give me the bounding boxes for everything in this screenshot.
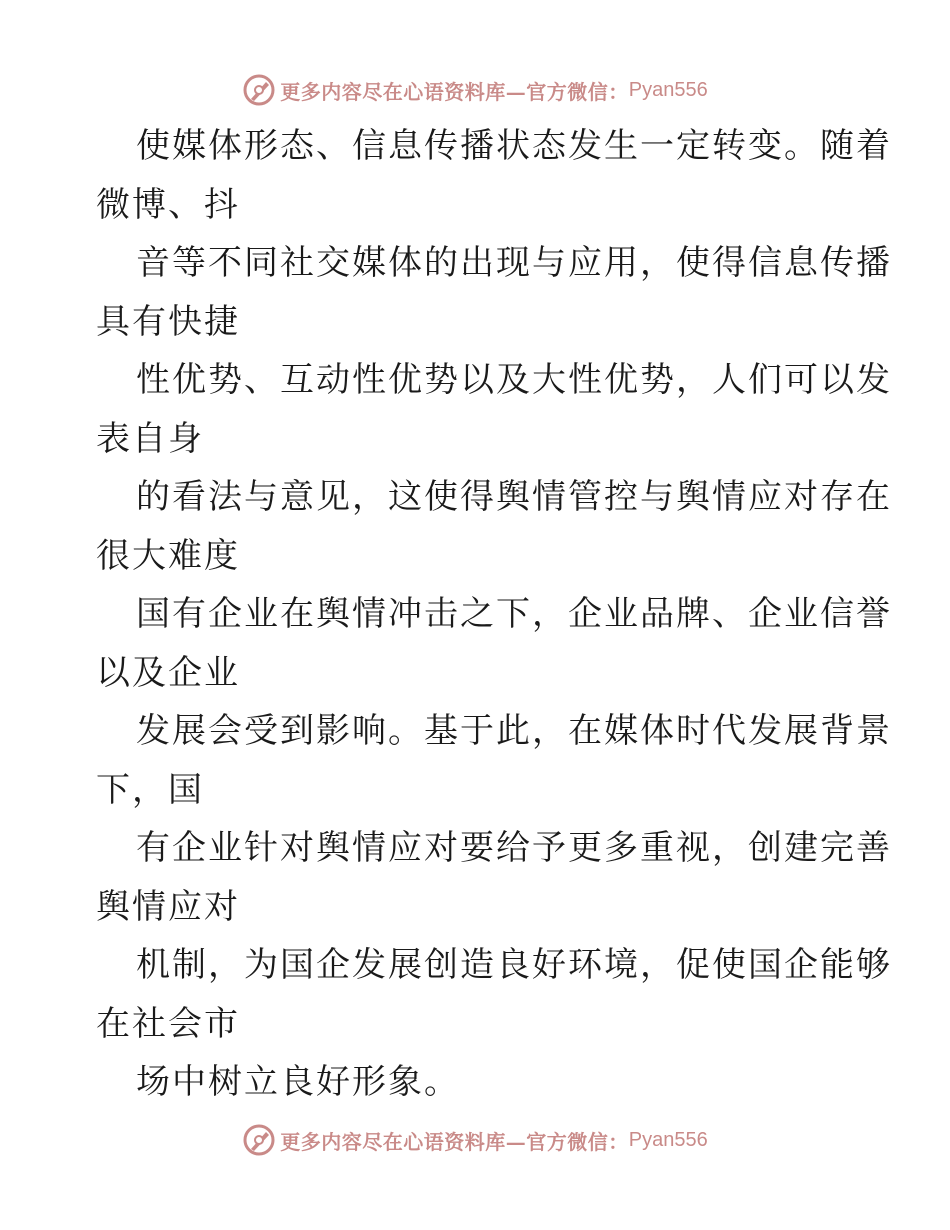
text-line: 下，国 <box>96 769 204 810</box>
text-line: 的看法与意见，这使得舆情管控与舆情应对存在 <box>136 477 892 517</box>
feather-logo-icon <box>242 73 276 107</box>
footer-watermark <box>0 1120 950 1160</box>
text-line: 性优势、互动性优势以及大性优势，人们可以发 <box>136 360 892 400</box>
feather-logo-icon <box>242 1123 276 1157</box>
text-line: 表自身 <box>96 418 204 459</box>
banner-text: 更多内容尽在心语资料库—官方微信： <box>280 79 629 104</box>
text-line: 使媒体形态、信息传播状态发生一定转变。随着 <box>136 126 892 166</box>
text-line: 发展会受到影响。基于此，在媒体时代发展背景 <box>136 711 892 751</box>
text-line: 音等不同社交媒体的出现与应用，使得信息传播 <box>136 243 892 283</box>
text-line: 场中树立良好形象。 <box>136 1062 460 1102</box>
text-line: 舆情应对 <box>96 886 240 927</box>
banner-wechat-id: Pyan556 <box>628 78 708 101</box>
text-line: 机制，为国企发展创造良好环境，促使国企能够 <box>136 945 892 985</box>
text-line: 具有快捷 <box>96 301 240 342</box>
text-line: 微博、抖 <box>96 184 240 225</box>
text-line: 国有企业在舆情冲击之下，企业品牌、企业信誉 <box>136 594 892 634</box>
text-line: 在社会市 <box>96 1003 240 1044</box>
text-line: 有企业针对舆情应对要给予更多重视，创建完善 <box>136 828 892 868</box>
text-line: 很大难度 <box>96 535 240 576</box>
header-watermark <box>0 70 950 110</box>
document-body <box>96 117 892 1112</box>
text-line: 以及企业 <box>96 652 240 693</box>
banner-wechat-id: Pyan556 <box>628 1128 708 1151</box>
banner-text: 更多内容尽在心语资料库—官方微信： <box>280 1129 629 1154</box>
